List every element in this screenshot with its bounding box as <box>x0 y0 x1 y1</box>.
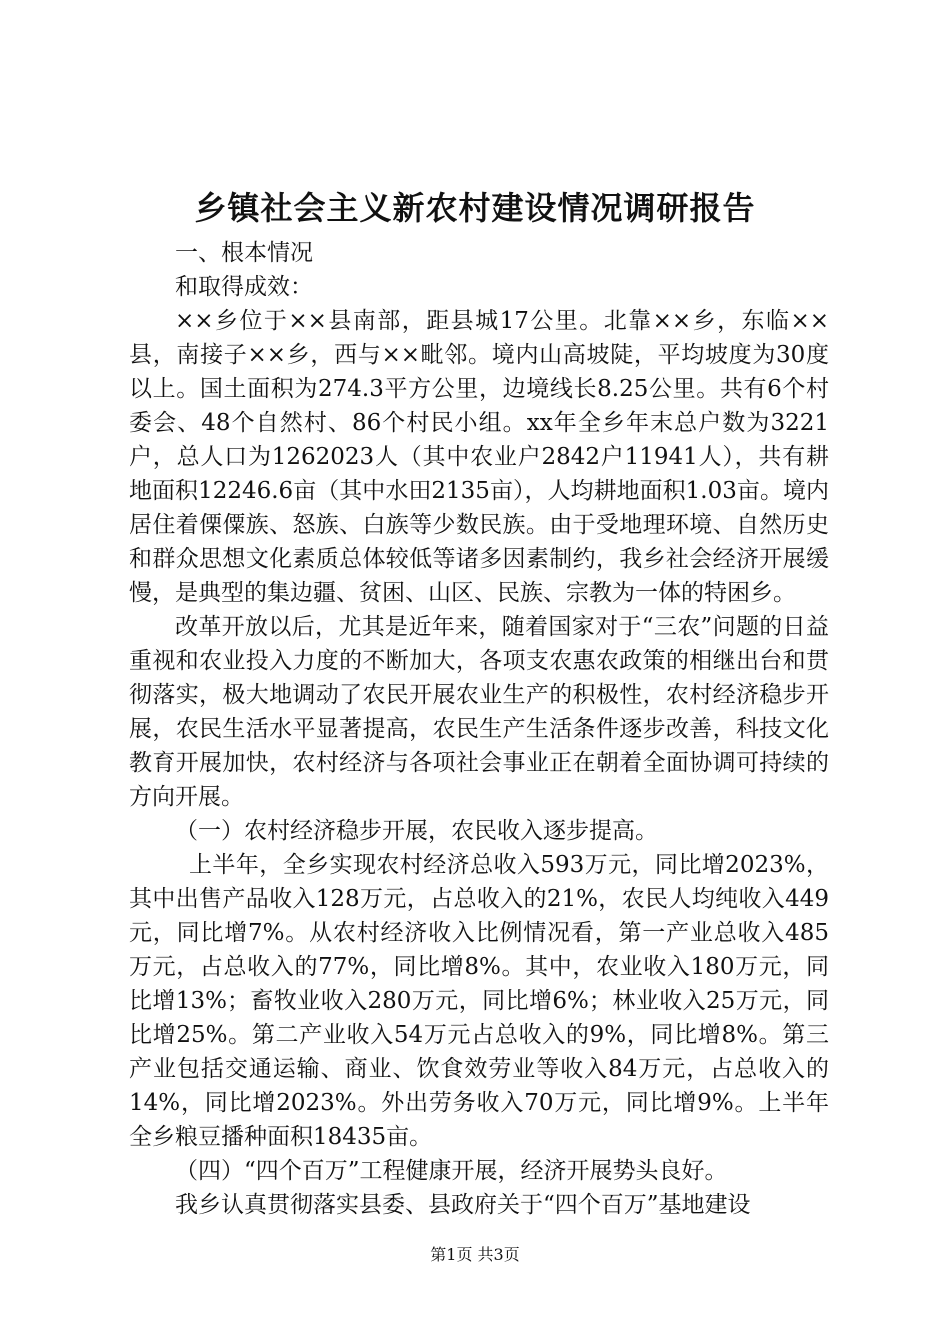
section-heading-basic: 一、根本情况 <box>175 240 313 266</box>
document-body <box>129 236 829 1222</box>
subsection-heading-four-million: （四）“四个百万”工程健康开展，经济开展势头良好。 <box>175 1158 728 1184</box>
page-footer: 第1页 共3页 <box>430 1245 520 1264</box>
paragraph-four-million: 我乡认真贯彻落实县委、县政府关于“四个百万”基地建设 <box>175 1192 751 1218</box>
paragraph-overview: ××乡位于××县南部，距县城17公里。北靠××乡，东临××县，南接子××乡，西与××毗邻。境内山高坡陡，平均坡度为30度以上。国土面积为274.3平方公里，边境线长8.25公里。共有6个村委会、48个自然村、86个村民小组。xx年全乡年末总户数为3221户，总人口为1262023人（其中农业户2842户11941人），共有耕地面积12246.6亩（其中水田2135亩），人均耕地面积1.03亩。境内居住着傈僳族、怒族、白族等少数民族。由于受地理环境、自然历史和群众思想文化素质总体较低等诸多因素制约，我乡社会经济开展缓慢，是典型的集边疆、贫困、山区、民族、宗教为一体的特困乡。 <box>129 308 829 606</box>
paragraph-reform: 改革开放以后，尤其是近年来，随着国家对于“三农”问题的日益重视和农业投入力度的不断加大，各项支农惠农政策的相继出台和贯彻落实，极大地调动了农民开展农业生产的积极性，农村经济稳步开展，农民生活水平显著提高，农民生产生活条件逐步改善，科技文化教育开展加快，农村经济与各项社会事业正在朝着全面协调可持续的方向开展。 <box>129 614 829 810</box>
document-title: 乡镇社会主义新农村建设情况调研报告 <box>194 189 756 227</box>
section-subheading-achievements: 和取得成效： <box>175 274 313 300</box>
paragraph-first-half-income: 上半年，全乡实现农村经济总收入593万元，同比增2023%，其中出售产品收入128万元，占总收入的21%，农民人均纯收入449元，同比增7%。从农村经济收入比例情况看，第一产业总收入485万元，占总收入的77%，同比增8%。其中，农业收入180万元，同比增13%；畜牧业收入280万元，同比增6%；林业收入25万元，同比增25%。第二产业收入54万元占总收入的9%，同比增8%。第三产业包括交通运输、商业、饮食效劳业等收入84万元，占总收入的14%，同比增2023%。外出劳务收入70万元，同比增9%。上半年全乡粮豆播种面积18435亩。 <box>129 852 829 1150</box>
subsection-heading-economy: （一）农村经济稳步开展，农民收入逐步提高。 <box>175 818 658 844</box>
